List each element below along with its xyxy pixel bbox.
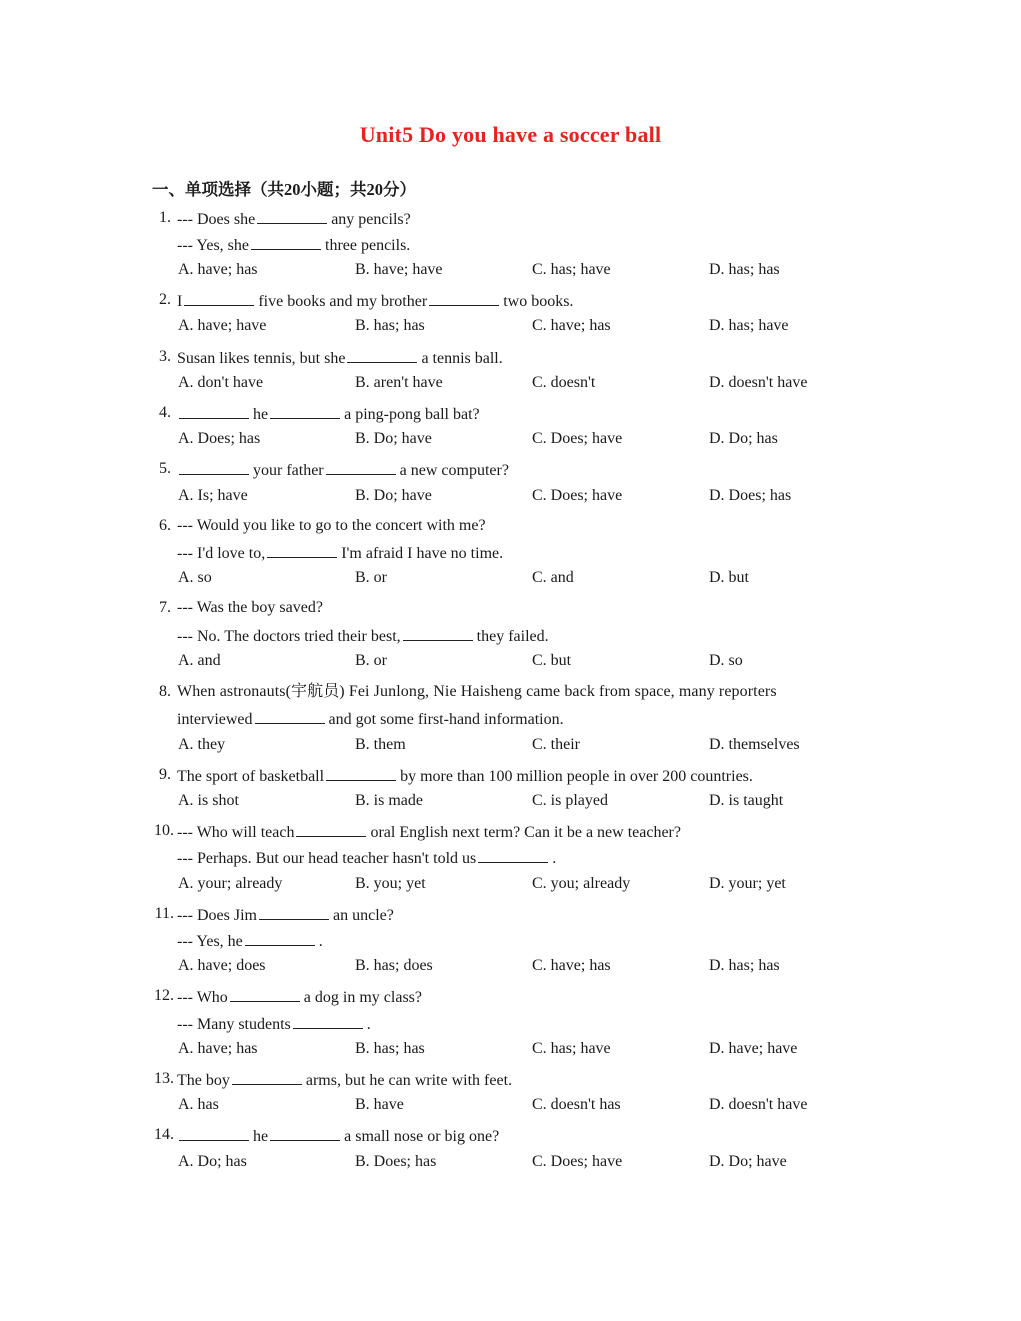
- option-b: B. you; yet: [355, 875, 426, 892]
- option-d: D. has; has: [709, 957, 780, 974]
- question-text: a new computer?: [399, 462, 509, 479]
- option-d: D. so: [709, 652, 743, 669]
- question-text: Susan likes tennis, but she: [177, 350, 346, 367]
- option-b: B. Does; has: [355, 1153, 437, 1170]
- question-text: a small nose or big one?: [344, 1128, 500, 1145]
- option-d: D. has; has: [709, 261, 780, 278]
- option-b: B. has; does: [355, 957, 433, 974]
- option-b: B. have; have: [355, 261, 443, 278]
- answer-blank: [184, 289, 254, 306]
- question-number: 13.: [154, 1070, 174, 1087]
- question-text: interviewed: [177, 711, 253, 728]
- option-a: A. Do; has: [178, 1153, 247, 1170]
- option-row: [178, 1151, 898, 1173]
- question-text: The sport of basketball: [177, 768, 325, 785]
- question-text: an uncle?: [332, 907, 394, 924]
- option-b: B. or: [355, 652, 387, 669]
- question-number: 10.: [154, 822, 174, 839]
- option-b: B. has; has: [355, 317, 425, 334]
- option-b: B. aren't have: [355, 374, 443, 391]
- option-c: C. and: [532, 569, 574, 586]
- option-a: A. don't have: [178, 374, 264, 391]
- answer-blank: [326, 458, 396, 475]
- option-row: [178, 315, 898, 337]
- answer-blank: [478, 846, 548, 863]
- answer-blank: [230, 985, 300, 1002]
- question-text: --- Who will teach: [177, 824, 295, 841]
- question-number: 3.: [159, 348, 171, 365]
- question-text: --- Was the boy saved?: [177, 599, 323, 616]
- answer-blank: [179, 1124, 249, 1141]
- question-text: .: [366, 1016, 371, 1033]
- question-text: --- Yes, she: [177, 237, 249, 254]
- question-text: --- Does she: [177, 211, 256, 228]
- question-text-line: [177, 541, 503, 563]
- option-row: [178, 259, 898, 281]
- option-c: C. has; have: [532, 261, 611, 278]
- question-text-line: [177, 903, 394, 925]
- option-row: [178, 1094, 898, 1116]
- option-row: [178, 428, 898, 450]
- question-text: --- Who: [177, 989, 228, 1006]
- question-number: 7.: [159, 599, 171, 616]
- option-b: B. Do; have: [355, 430, 432, 447]
- option-row: [178, 650, 898, 672]
- question-text-line: [177, 289, 573, 311]
- option-a: A. so: [178, 569, 212, 586]
- option-a: A. Is; have: [178, 487, 248, 504]
- option-a: A. have; has: [178, 1040, 258, 1057]
- question-text-line: [177, 846, 556, 868]
- question-text: a dog in my class?: [303, 989, 422, 1006]
- question-text: two books.: [503, 293, 574, 310]
- answer-blank: [179, 402, 249, 419]
- option-c: C. their: [532, 736, 580, 753]
- option-c: C. is played: [532, 792, 608, 809]
- question-number: 1.: [159, 209, 171, 226]
- question-text: I: [177, 293, 183, 310]
- question-text: five books and my brother: [258, 293, 428, 310]
- option-b: B. Do; have: [355, 487, 432, 504]
- question-text-line: [177, 624, 549, 646]
- option-row: [178, 734, 898, 756]
- option-row: [178, 873, 898, 895]
- question-text: he: [253, 406, 269, 423]
- answer-blank: [429, 289, 499, 306]
- answer-blank: [296, 820, 366, 837]
- answer-blank: [270, 1124, 340, 1141]
- answer-blank: [255, 707, 325, 724]
- question-number: 14.: [154, 1126, 174, 1143]
- question-text-line: [177, 402, 480, 424]
- option-row: [178, 1038, 898, 1060]
- answer-blank: [267, 541, 337, 558]
- option-row: [178, 485, 898, 507]
- question-text: --- Perhaps. But our head teacher hasn't told us: [177, 850, 477, 867]
- question-text: The boy: [177, 1072, 230, 1089]
- question-text-line: [177, 207, 411, 229]
- question-text: .: [552, 850, 557, 867]
- answer-blank: [251, 233, 321, 250]
- question-text: --- Does Jim: [177, 907, 257, 924]
- option-a: A. Does; has: [178, 430, 261, 447]
- answer-blank: [259, 903, 329, 920]
- question-text: .: [318, 933, 323, 950]
- question-text: a tennis ball.: [421, 350, 503, 367]
- question-text-line: [177, 681, 871, 703]
- answer-blank: [347, 346, 417, 363]
- option-row: [178, 790, 898, 812]
- question-text-line: [177, 515, 486, 537]
- option-c: C. Does; have: [532, 1153, 623, 1170]
- option-b: B. or: [355, 569, 387, 586]
- answer-blank: [293, 1012, 363, 1029]
- question-text: --- Yes, he: [177, 933, 243, 950]
- option-c: C. you; already: [532, 875, 631, 892]
- option-c: C. have; has: [532, 957, 611, 974]
- question-text-line: [177, 985, 422, 1007]
- question-text-line: [177, 707, 564, 729]
- question-text: any pencils?: [331, 211, 411, 228]
- option-row: [178, 372, 898, 394]
- question-text-line: [177, 1068, 512, 1090]
- option-d: D. has; have: [709, 317, 789, 334]
- question-number: 5.: [159, 460, 171, 477]
- option-b: B. have: [355, 1096, 404, 1113]
- option-d: D. Does; has: [709, 487, 792, 504]
- question-number: 2.: [159, 291, 171, 308]
- question-text-line: [177, 820, 681, 842]
- option-a: A. have; does: [178, 957, 266, 974]
- question-number: 12.: [154, 987, 174, 1004]
- question-text: they failed.: [476, 628, 549, 645]
- question-text-line: [177, 597, 323, 619]
- option-c: C. have; has: [532, 317, 611, 334]
- option-c: C. has; have: [532, 1040, 611, 1057]
- option-a: A. your; already: [178, 875, 283, 892]
- question-text-line: [177, 1124, 499, 1146]
- option-d: D. have; have: [709, 1040, 798, 1057]
- option-a: A. and: [178, 652, 221, 669]
- answer-blank: [179, 458, 249, 475]
- option-a: A. they: [178, 736, 226, 753]
- question-number: 8.: [159, 683, 171, 700]
- option-d: D. your; yet: [709, 875, 786, 892]
- option-a: A. have; has: [178, 261, 258, 278]
- option-c: C. doesn't: [532, 374, 596, 391]
- question-text: by more than 100 million people in over 200 countries.: [400, 768, 753, 785]
- question-text-line: [177, 1012, 371, 1034]
- question-number: 6.: [159, 517, 171, 534]
- question-text: When astronauts(宇航员) Fei Junlong, Nie Haisheng came back from space, many reporters: [177, 683, 777, 700]
- question-text-line: [177, 929, 323, 951]
- answer-blank: [232, 1068, 302, 1085]
- option-d: D. but: [709, 569, 749, 586]
- answer-blank: [326, 764, 396, 781]
- option-a: A. have; have: [178, 317, 267, 334]
- question-text-line: [177, 233, 410, 255]
- option-d: D. is taught: [709, 792, 784, 809]
- question-text: --- Many students: [177, 1016, 291, 1033]
- question-number: 9.: [159, 766, 171, 783]
- option-d: D. Do; has: [709, 430, 778, 447]
- option-b: B. has; has: [355, 1040, 425, 1057]
- question-text-line: [177, 458, 509, 480]
- question-text: three pencils.: [325, 237, 411, 254]
- option-d: D. doesn't have: [709, 1096, 808, 1113]
- question-text-line: [177, 764, 753, 786]
- option-a: A. has: [178, 1096, 219, 1113]
- question-text: --- Would you like to go to the concert with me?: [177, 517, 486, 534]
- option-a: A. is shot: [178, 792, 239, 809]
- answer-blank: [245, 929, 315, 946]
- question-text: and got some first-hand information.: [328, 711, 564, 728]
- question-text: arms, but he can write with feet.: [305, 1072, 513, 1089]
- question-text: --- No. The doctors tried their best,: [177, 628, 401, 645]
- answer-blank: [270, 402, 340, 419]
- answer-blank: [257, 207, 327, 224]
- option-d: D. doesn't have: [709, 374, 808, 391]
- option-b: B. is made: [355, 792, 423, 809]
- question-text: --- I'd love to,: [177, 545, 266, 562]
- worksheet-title: Unit5 Do you have a soccer ball: [359, 122, 662, 147]
- answer-blank: [403, 624, 473, 641]
- option-d: D. Do; have: [709, 1153, 787, 1170]
- question-text: a ping-pong ball bat?: [344, 406, 480, 423]
- question-number: 11.: [154, 905, 174, 922]
- option-d: D. themselves: [709, 736, 800, 753]
- option-row: [178, 567, 898, 589]
- question-text: he: [253, 1128, 269, 1145]
- question-number: 4.: [159, 404, 171, 421]
- option-row: [178, 955, 898, 977]
- question-text-line: [177, 346, 503, 368]
- question-text: your father: [253, 462, 324, 479]
- option-c: C. Does; have: [532, 430, 623, 447]
- option-c: C. Does; have: [532, 487, 623, 504]
- option-c: C. but: [532, 652, 572, 669]
- question-text: oral English next term? Can it be a new teacher?: [370, 824, 681, 841]
- option-b: B. them: [355, 736, 406, 753]
- option-c: C. doesn't has: [532, 1096, 621, 1113]
- question-text: I'm afraid I have no time.: [341, 545, 504, 562]
- section-heading: 一、单项选择（共20小题；共20分）: [152, 180, 416, 199]
